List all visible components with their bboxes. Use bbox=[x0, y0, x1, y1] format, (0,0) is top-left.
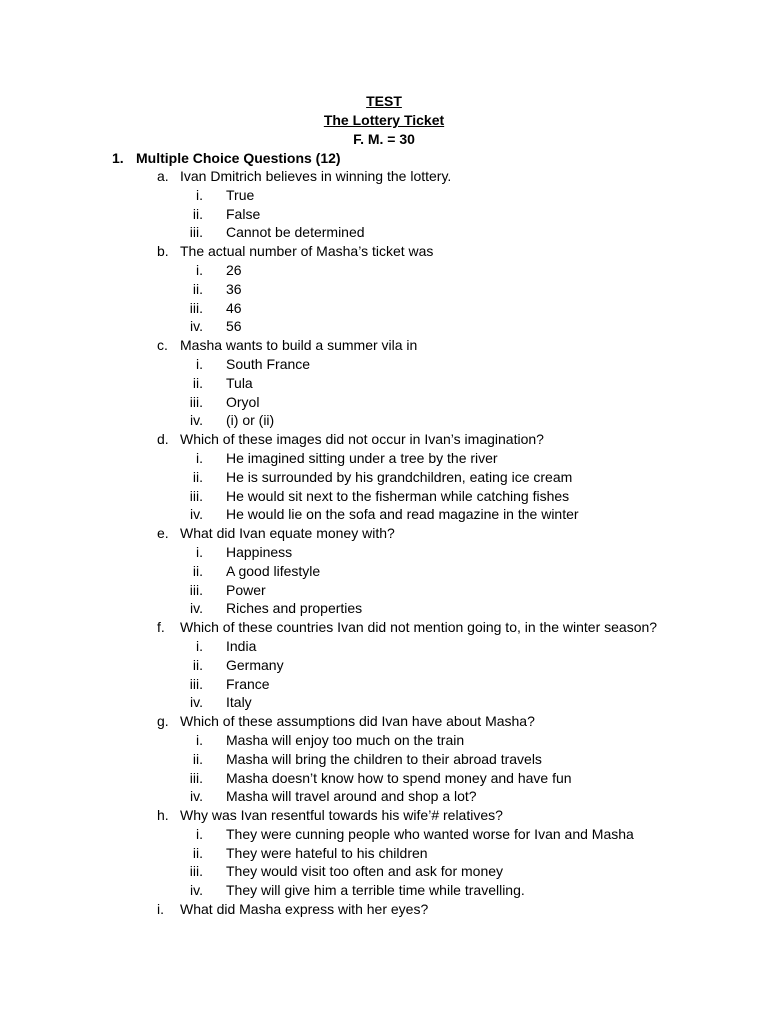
option-numeral: iv. bbox=[190, 506, 203, 523]
answer-option bbox=[0, 769, 768, 788]
answer-option bbox=[0, 675, 768, 694]
question-item bbox=[0, 900, 768, 919]
option-text: He is surrounded by his grandchildren, eating ice cream bbox=[226, 468, 573, 485]
question-letter: a. bbox=[157, 168, 169, 184]
answer-option bbox=[0, 599, 768, 618]
answer-option bbox=[0, 186, 768, 205]
option-numeral: i. bbox=[196, 543, 203, 560]
option-numeral: iv. bbox=[190, 694, 203, 711]
option-numeral: iv. bbox=[190, 882, 203, 899]
answer-option bbox=[0, 750, 768, 769]
question-item bbox=[0, 806, 768, 825]
option-numeral: iii. bbox=[189, 224, 203, 241]
option-numeral: i. bbox=[196, 637, 203, 654]
question-item bbox=[0, 430, 768, 449]
answer-option bbox=[0, 825, 768, 844]
option-numeral: iii. bbox=[189, 393, 203, 410]
answer-option bbox=[0, 280, 768, 299]
answer-option bbox=[0, 223, 768, 242]
option-numeral: ii. bbox=[192, 374, 203, 391]
option-text: Masha will enjoy too much on the train bbox=[226, 731, 465, 748]
option-numeral: iii. bbox=[189, 769, 203, 786]
option-numeral: ii. bbox=[192, 844, 203, 861]
option-numeral: iii. bbox=[189, 487, 203, 504]
full-marks: F. M. = 30 bbox=[353, 130, 415, 147]
question-text: Why was Ivan resentful towards his wife’# relatives? bbox=[180, 807, 503, 824]
answer-option bbox=[0, 374, 768, 393]
answer-option bbox=[0, 393, 768, 412]
question-letter: i. bbox=[157, 901, 164, 918]
option-numeral: iii. bbox=[189, 863, 203, 880]
option-text: 46 bbox=[226, 299, 242, 316]
option-text: True bbox=[226, 186, 255, 203]
option-text: Oryol bbox=[226, 393, 260, 410]
answer-option bbox=[0, 468, 768, 487]
option-numeral: iv. bbox=[190, 412, 203, 429]
question-text: Masha wants to build a summer vila in bbox=[180, 337, 418, 354]
option-text: Tula bbox=[226, 374, 253, 391]
answer-option bbox=[0, 731, 768, 750]
option-text: South France bbox=[226, 355, 311, 372]
option-numeral: i. bbox=[196, 261, 203, 278]
option-numeral: ii. bbox=[192, 205, 203, 222]
option-text: Masha doesn’t know how to spend money and have fun bbox=[226, 769, 572, 786]
option-text: France bbox=[226, 675, 270, 692]
option-text: Masha will travel around and shop a lot? bbox=[226, 788, 477, 805]
section-title: Multiple Choice Questions (12) bbox=[136, 150, 341, 166]
option-numeral: iii. bbox=[189, 299, 203, 316]
option-text: Riches and properties bbox=[226, 600, 363, 617]
answer-option bbox=[0, 449, 768, 468]
answer-option bbox=[0, 881, 768, 900]
option-numeral: iii. bbox=[189, 675, 203, 692]
option-numeral: ii. bbox=[192, 750, 203, 767]
option-numeral: ii. bbox=[192, 468, 203, 485]
option-numeral: ii. bbox=[192, 562, 203, 579]
section-heading bbox=[112, 149, 341, 168]
option-text: Happiness bbox=[226, 543, 293, 560]
option-text: Italy bbox=[226, 694, 252, 711]
question-item bbox=[0, 242, 768, 261]
question-letter: g. bbox=[157, 713, 169, 730]
option-text: False bbox=[226, 205, 261, 222]
answer-option bbox=[0, 581, 768, 600]
question-letter: e. bbox=[157, 525, 169, 542]
option-numeral: i. bbox=[196, 731, 203, 748]
option-text: (i) or (ii) bbox=[226, 412, 275, 429]
option-text: A good lifestyle bbox=[226, 562, 321, 579]
question-text: What did Masha express with her eyes? bbox=[180, 901, 429, 918]
question-item bbox=[0, 336, 768, 355]
option-numeral: iv. bbox=[190, 788, 203, 805]
answer-option bbox=[0, 637, 768, 656]
answer-option bbox=[0, 487, 768, 506]
option-numeral: ii. bbox=[192, 656, 203, 673]
answer-option bbox=[0, 205, 768, 224]
option-text: They will give him a terrible time while travelling. bbox=[226, 882, 525, 899]
test-header bbox=[0, 92, 768, 148]
option-text: They were cunning people who wanted worse for Ivan and Masha bbox=[226, 825, 634, 842]
question-letter: b. bbox=[157, 243, 169, 260]
test-subtitle: The Lottery Ticket bbox=[323, 111, 445, 128]
option-text: They were hateful to his children bbox=[226, 844, 428, 861]
question-letter: h. bbox=[157, 807, 169, 824]
question-item bbox=[0, 167, 768, 186]
option-numeral: iii. bbox=[189, 581, 203, 598]
test-title: TEST bbox=[366, 93, 402, 109]
answer-option bbox=[0, 355, 768, 374]
option-text: Cannot be determined bbox=[226, 224, 365, 241]
option-numeral: i. bbox=[196, 186, 203, 203]
answer-option bbox=[0, 844, 768, 863]
option-text: 26 bbox=[226, 261, 242, 278]
question-text: Which of these countries Ivan did not mention going to, in the winter season? bbox=[180, 619, 658, 636]
option-text: 36 bbox=[226, 280, 242, 297]
answer-option bbox=[0, 261, 768, 280]
question-letter: f. bbox=[157, 619, 165, 636]
option-text: He imagined sitting under a tree by the river bbox=[226, 449, 498, 466]
question-text: What did Ivan equate money with? bbox=[180, 525, 395, 542]
option-numeral: i. bbox=[196, 449, 203, 466]
option-text: Power bbox=[226, 581, 266, 598]
answer-option bbox=[0, 787, 768, 806]
option-text: They would visit too often and ask for money bbox=[226, 863, 504, 880]
option-text: Masha will bring the children to their abroad travels bbox=[226, 750, 542, 767]
question-letter: c. bbox=[157, 337, 168, 354]
option-text: Germany bbox=[226, 656, 284, 673]
question-text: Which of these images did not occur in Ivan’s imagination? bbox=[180, 431, 544, 448]
question-text: The actual number of Masha’s ticket was bbox=[180, 243, 434, 260]
question-item bbox=[0, 712, 768, 731]
question-item bbox=[0, 618, 768, 637]
answer-option bbox=[0, 411, 768, 430]
question-text: Which of these assumptions did Ivan have about Masha? bbox=[180, 713, 535, 730]
answer-option bbox=[0, 862, 768, 881]
question-list bbox=[0, 167, 768, 919]
option-text: India bbox=[226, 637, 257, 654]
section-number: 1. bbox=[112, 150, 124, 166]
option-numeral: ii. bbox=[192, 280, 203, 297]
answer-option bbox=[0, 562, 768, 581]
question-letter: d. bbox=[157, 431, 169, 448]
answer-option bbox=[0, 505, 768, 524]
question-text: Ivan Dmitrich believes in winning the lottery. bbox=[180, 168, 452, 184]
answer-option bbox=[0, 543, 768, 562]
answer-option bbox=[0, 693, 768, 712]
answer-option bbox=[0, 317, 768, 336]
option-numeral: iv. bbox=[190, 318, 203, 335]
option-numeral: iv. bbox=[190, 600, 203, 617]
question-item bbox=[0, 524, 768, 543]
answer-option bbox=[0, 299, 768, 318]
option-numeral: i. bbox=[196, 355, 203, 372]
answer-option bbox=[0, 656, 768, 675]
option-text: He would sit next to the fisherman while catching fishes bbox=[226, 487, 570, 504]
option-numeral: i. bbox=[196, 825, 203, 842]
option-text: He would lie on the sofa and read magazine in the winter bbox=[226, 506, 579, 523]
option-text: 56 bbox=[226, 318, 242, 335]
